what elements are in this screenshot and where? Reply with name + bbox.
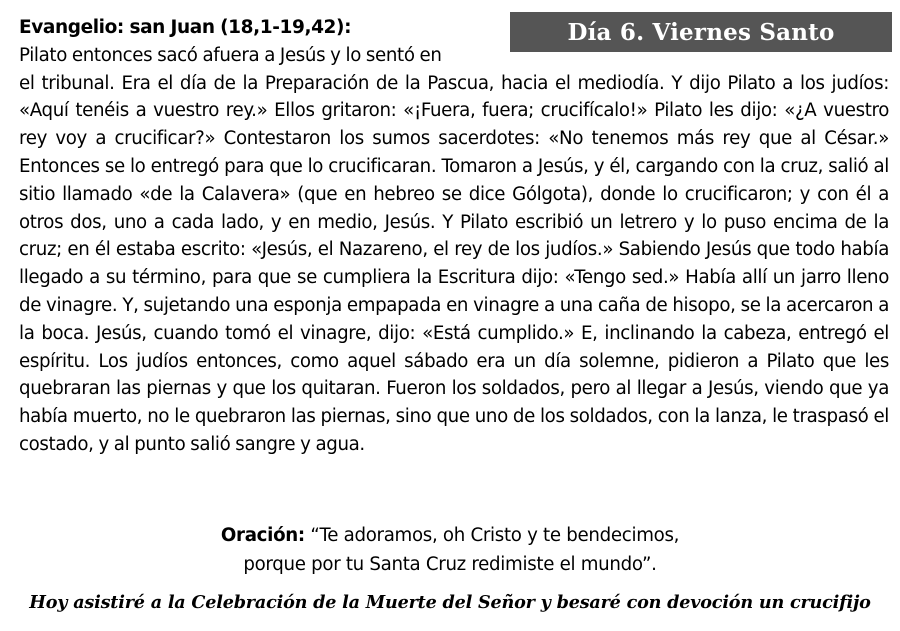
prayer-label: Oración:: [220, 525, 305, 546]
prayer-text-1: “Te adoramos, oh Cristo y te bendecimos,: [304, 525, 680, 546]
day-badge: Día 6. Viernes Santo: [510, 12, 892, 52]
prayer-line-1: [0, 521, 900, 550]
gospel-text: el tribunal. Era el día de la Preparación de la Pascua, hacia el mediodía. Y dijo Pilato a los judíos: «Aquí tenéis a vuestro rey.» Ellos gritaron: «¡Fuera, fuera; crucifícalo!» Pilato les dijo: «¿A vuestro rey voy a crucificar?» Contestaron los sumos sacerdotes: «No tenemos más rey que al César.» Entonces se lo entregó para que lo crucificaran. Tomaron a Jesús, y él, cargando con la cruz, salió al sitio llamado «de la Calavera» (que en hebreo se dice Gólgota), donde lo crucificaron; y con él a otros dos, uno a cada lado, y en medio, Jesús. Y Pilato escribió un letrero y lo puso encima de la cruz; en él estaba escrito: «Jesús, el Nazareno, el rey de los judíos.» Sabiendo Jesús que todo había llegado a su término, para que se cumpliera la Escritura dijo: «Tengo sed.» Había allí un jarro lleno de vinagre. Y, sujetando una esponja empapada en vinagre a una caña de hisopo, se la acercaron a la boca. Jesús, cuando tomó el vinagre, dijo: «Está cumplido.» E, inclinando la cabeza, entregó el espíritu. Los judíos entonces, como aquel sábado era un día solemne, pidieron a Pilato que les quebraran las piernas y que los quitaran. Fueron los soldados, pero al llegar a Jesús, viendo que ya había muerto, no le quebraron las piernas, sino que uno de los soldados, con la lanza, le traspasó el costado, y al punto salió sangre y agua.: [19, 72, 889, 455]
prayer-line-2: porque por tu Santa Cruz redimiste el mundo”.: [243, 554, 657, 575]
gospel-first-line: Pilato entonces sacó afuera a Jesús y lo sentó en: [19, 44, 442, 66]
daily-resolution: Hoy asistiré a la Celebración de la Muerte del Señor y besaré con devoción un crucifijo: [29, 592, 871, 613]
prayer: [0, 521, 900, 579]
gospel-reference: Evangelio: san Juan (18,1-19,42):: [19, 17, 352, 38]
gospel-passage: [19, 14, 889, 459]
